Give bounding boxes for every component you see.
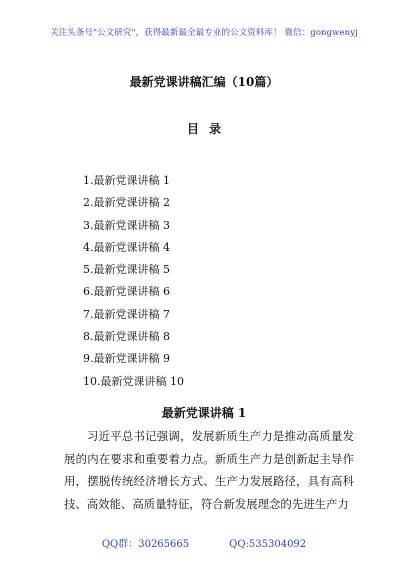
toc-item-number: 6. <box>83 285 94 299</box>
toc-item[interactable] <box>83 215 184 237</box>
toc-item-number: 8. <box>83 330 94 344</box>
toc-item-number: 5. <box>83 263 94 277</box>
footer-contact <box>0 535 408 550</box>
body-paragraph: 习近平总书记强调，发展新质生产力是推动高质量发展的内在要求和重要着力点。新质生产力是创新起主导作用，摆脱传统经济增长方式、生产力发展路径，具有高科技、高效能、高质量特征，符合新发展理念的先进生产力 <box>64 429 354 511</box>
toc-item-number: 9. <box>83 352 94 366</box>
toc-item-label: 最新党课讲稿 5 <box>93 263 170 277</box>
footer-qq: QQ:535304092 <box>229 539 307 550</box>
toc-item-label: 最新党课讲稿 7 <box>93 307 170 321</box>
toc-item[interactable] <box>83 348 184 370</box>
toc-item-label: 最新党课讲稿 1 <box>93 174 170 187</box>
toc-item-number: 2. <box>83 196 94 210</box>
toc-item[interactable] <box>83 237 184 259</box>
header-note: 关注头条号"公文研究"，获得最新最全最专业的公文资料库！ 微信：gongwenyj <box>50 28 358 38</box>
toc-item[interactable] <box>83 326 184 348</box>
toc-item-label: 最新党课讲稿 6 <box>93 285 170 299</box>
toc-item-number: 3. <box>83 218 94 232</box>
toc-item-label: 最新党课讲稿 4 <box>93 240 170 254</box>
toc-item-label: 最新党课讲稿 3 <box>93 218 170 232</box>
toc-heading: 目录 <box>186 122 231 136</box>
toc-item-label: 最新党课讲稿 8 <box>93 330 170 344</box>
toc-item[interactable] <box>83 170 184 192</box>
section-title: 最新党课讲稿 1 <box>161 406 247 420</box>
toc-item-number: 7. <box>83 307 94 321</box>
toc-item[interactable] <box>83 371 184 393</box>
toc-item[interactable] <box>83 192 184 214</box>
footer-qq-group: QQ群：30265665 <box>101 539 190 550</box>
toc-item-number: 1. <box>83 174 94 187</box>
document-title: 最新党课讲稿汇编（10篇） <box>129 75 279 89</box>
toc-item[interactable] <box>83 259 184 281</box>
toc-item-label: 最新党课讲稿 2 <box>93 196 170 210</box>
toc-item-number: 4. <box>83 240 94 254</box>
toc-list <box>83 170 184 393</box>
toc-item-number: 10. <box>83 374 101 388</box>
toc-item[interactable] <box>83 281 184 303</box>
toc-item-label: 最新党课讲稿 10 <box>100 374 184 388</box>
toc-item[interactable] <box>83 304 184 326</box>
toc-item-label: 最新党课讲稿 9 <box>93 352 170 366</box>
